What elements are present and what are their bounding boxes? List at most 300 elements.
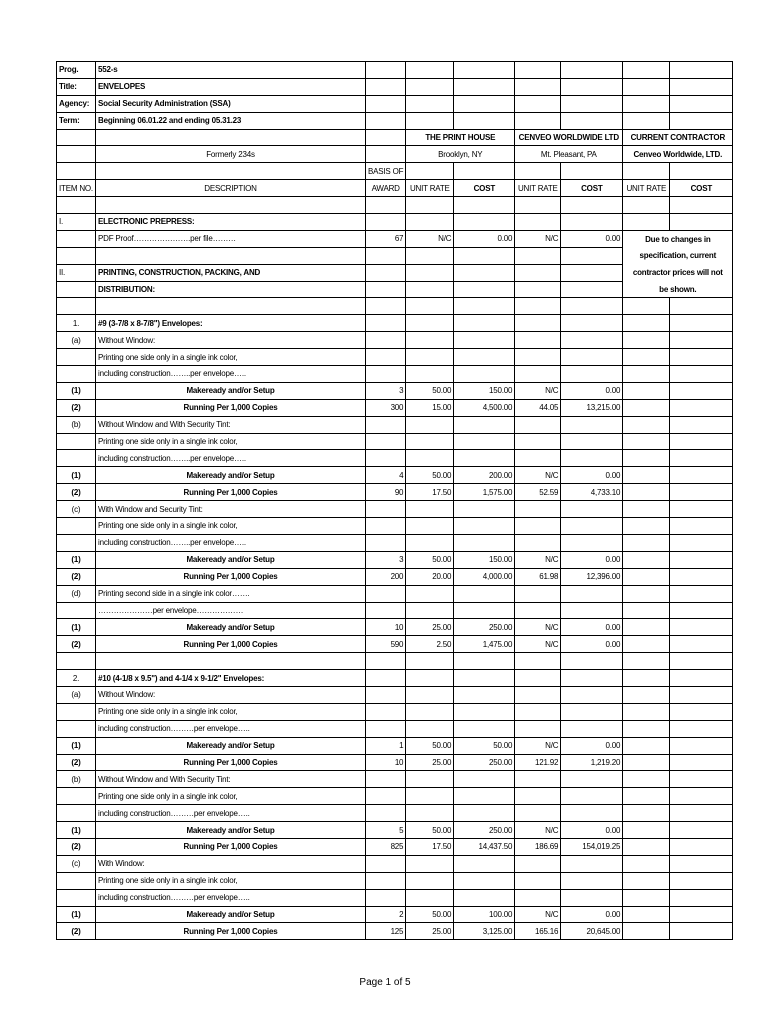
unit-rate-2	[515, 602, 561, 619]
item-description: Running Per 1,000 Copies	[96, 399, 366, 416]
unit-rate-3	[623, 433, 670, 450]
table-row	[57, 382, 733, 399]
cost-1: 150.00	[454, 382, 515, 399]
cost-header-3: COST	[670, 180, 733, 197]
basis-of-award	[366, 416, 406, 433]
item-number: (1)	[57, 619, 96, 636]
unit-rate-1	[406, 349, 454, 366]
item-description: With Window and Security Tint:	[96, 501, 366, 518]
unit-rate-2	[515, 281, 561, 298]
cost-1: 50.00	[454, 737, 515, 754]
contractor-location-3: Cenveo Worldwide, LTD.	[623, 146, 733, 163]
cost-2: 4,733.10	[561, 484, 623, 501]
cost-2	[561, 281, 623, 298]
cost-3	[670, 906, 733, 923]
item-number	[57, 281, 96, 298]
table-row	[57, 636, 733, 653]
unit-rate-2: N/C	[515, 636, 561, 653]
table-row	[57, 551, 733, 568]
cost-1: 14,437.50	[454, 838, 515, 855]
unit-rate-2: N/C	[515, 551, 561, 568]
cost-2	[561, 416, 623, 433]
cost-3	[670, 754, 733, 771]
item-description: Running Per 1,000 Copies	[96, 754, 366, 771]
basis-of-award	[366, 518, 406, 535]
unit-rate-3	[623, 889, 670, 906]
basis-of-award: 10	[366, 754, 406, 771]
unit-rate-header-3: UNIT RATE	[623, 180, 670, 197]
unit-rate-header-2: UNIT RATE	[515, 180, 561, 197]
unit-rate-2: N/C	[515, 467, 561, 484]
cost-2	[561, 720, 623, 737]
basis-of-award	[366, 264, 406, 281]
unit-rate-3	[623, 838, 670, 855]
cost-2	[561, 332, 623, 349]
item-number: (1)	[57, 382, 96, 399]
unit-rate-3	[623, 720, 670, 737]
cost-1	[454, 298, 515, 315]
table-row	[57, 332, 733, 349]
cost-3	[670, 467, 733, 484]
table-row	[57, 298, 733, 315]
basis-of-award	[366, 247, 406, 264]
item-number	[57, 450, 96, 467]
table-row	[57, 484, 733, 501]
unit-rate-3	[623, 788, 670, 805]
cost-2	[561, 855, 623, 872]
cost-2	[561, 349, 623, 366]
item-description: PRINTING, CONSTRUCTION, PACKING, AND	[96, 264, 366, 281]
cost-1	[454, 518, 515, 535]
cost-1	[454, 771, 515, 788]
unit-rate-1	[406, 332, 454, 349]
item-number: (c)	[57, 855, 96, 872]
item-number	[57, 433, 96, 450]
table-row	[57, 585, 733, 602]
item-number	[57, 534, 96, 551]
cost-3	[670, 534, 733, 551]
cost-2	[561, 771, 623, 788]
item-description: Printing one side only in a single ink color,	[96, 349, 366, 366]
cost-2: 12,396.00	[561, 568, 623, 585]
unit-rate-3	[623, 450, 670, 467]
unit-rate-3	[623, 737, 670, 754]
cost-1: 250.00	[454, 754, 515, 771]
item-number	[57, 602, 96, 619]
unit-rate-1	[406, 653, 454, 670]
cost-3	[670, 619, 733, 636]
cost-1: 250.00	[454, 822, 515, 839]
cost-3	[670, 653, 733, 670]
cost-3	[670, 551, 733, 568]
unit-rate-1: 17.50	[406, 484, 454, 501]
item-description: including construction……..per envelope…..	[96, 534, 366, 551]
item-number	[57, 366, 96, 383]
item-description: #9 (3-7/8 x 8-7/8") Envelopes:	[96, 315, 366, 332]
table-row	[57, 315, 733, 332]
unit-rate-1: 50.00	[406, 737, 454, 754]
table-row	[57, 653, 733, 670]
unit-rate-1	[406, 247, 454, 264]
unit-rate-header-1: UNIT RATE	[406, 180, 454, 197]
basis-of-award	[366, 214, 406, 231]
table-row	[57, 467, 733, 484]
cost-2: 0.00	[561, 551, 623, 568]
unit-rate-3	[623, 568, 670, 585]
contractor-name-1: THE PRINT HOUSE	[406, 129, 515, 146]
cost-1	[454, 585, 515, 602]
unit-rate-1	[406, 805, 454, 822]
cost-1	[454, 332, 515, 349]
basis-of-award	[366, 788, 406, 805]
table-row	[57, 703, 733, 720]
table-row	[57, 838, 733, 855]
unit-rate-1	[406, 602, 454, 619]
unit-rate-2	[515, 298, 561, 315]
cost-3	[670, 450, 733, 467]
unit-rate-1	[406, 281, 454, 298]
cost-1	[454, 602, 515, 619]
unit-rate-1: 17.50	[406, 838, 454, 855]
item-number: (2)	[57, 754, 96, 771]
title-label: Title:	[57, 78, 96, 95]
unit-rate-3	[623, 214, 670, 231]
basis-of-award	[366, 855, 406, 872]
item-description: Without Window:	[96, 332, 366, 349]
unit-rate-1	[406, 872, 454, 889]
unit-rate-1: 50.00	[406, 822, 454, 839]
basis-of-award	[366, 332, 406, 349]
item-number: (2)	[57, 568, 96, 585]
table-row	[57, 923, 733, 940]
cost-3	[670, 315, 733, 332]
table-row	[57, 771, 733, 788]
cost-3	[670, 720, 733, 737]
unit-rate-2	[515, 855, 561, 872]
unit-rate-2	[515, 366, 561, 383]
unit-rate-3	[623, 585, 670, 602]
contractor-name-2: CENVEO WORLDWIDE LTD	[515, 129, 623, 146]
unit-rate-2	[515, 686, 561, 703]
item-description: DISTRIBUTION:	[96, 281, 366, 298]
cost-2	[561, 264, 623, 281]
unit-rate-3	[623, 366, 670, 383]
cost-1	[454, 247, 515, 264]
cost-2	[561, 433, 623, 450]
item-description: Printing one side only in a single ink color,	[96, 872, 366, 889]
basis-of-award	[366, 703, 406, 720]
unit-rate-2: N/C	[515, 230, 561, 247]
unit-rate-2	[515, 653, 561, 670]
basis-of-award: 2	[366, 906, 406, 923]
cost-3	[670, 670, 733, 687]
unit-rate-1	[406, 214, 454, 231]
unit-rate-2	[515, 450, 561, 467]
item-description: #10 (4-1/8 x 9.5") and 4-1/4 x 9-1/2" Envelopes:	[96, 670, 366, 687]
cost-3	[670, 433, 733, 450]
unit-rate-1: 25.00	[406, 754, 454, 771]
unit-rate-1	[406, 686, 454, 703]
item-description: Printing one side only in a single ink color,	[96, 703, 366, 720]
unit-rate-3	[623, 855, 670, 872]
item-description: Without Window and With Security Tint:	[96, 771, 366, 788]
item-description: Makeready and/or Setup	[96, 619, 366, 636]
item-number: (2)	[57, 838, 96, 855]
unit-rate-1: 25.00	[406, 923, 454, 940]
unit-rate-3	[623, 771, 670, 788]
item-number: (1)	[57, 467, 96, 484]
cost-3	[670, 602, 733, 619]
cost-3	[670, 214, 733, 231]
item-number	[57, 703, 96, 720]
cost-2	[561, 315, 623, 332]
cost-3	[670, 737, 733, 754]
cost-3	[670, 366, 733, 383]
price-abstract-table	[56, 61, 733, 940]
cost-1	[454, 653, 515, 670]
cost-2: 1,219.20	[561, 754, 623, 771]
term-label: Term:	[57, 112, 96, 129]
unit-rate-1: 20.00	[406, 568, 454, 585]
item-number	[57, 298, 96, 315]
cost-1: 4,000.00	[454, 568, 515, 585]
item-description: …………………per envelope………………	[96, 602, 366, 619]
cost-1	[454, 433, 515, 450]
cost-1: 250.00	[454, 619, 515, 636]
basis-of-award: 125	[366, 923, 406, 940]
unit-rate-1	[406, 433, 454, 450]
item-description: PDF Proof………………….per file………	[96, 230, 366, 247]
table-row	[57, 501, 733, 518]
current-contractor-note: Due to changes in	[623, 230, 733, 247]
basis-of-award	[366, 771, 406, 788]
table-row	[57, 670, 733, 687]
contractor-name-3: CURRENT CONTRACTOR	[623, 129, 733, 146]
cost-1	[454, 720, 515, 737]
unit-rate-3	[623, 399, 670, 416]
cost-2: 0.00	[561, 230, 623, 247]
unit-rate-3	[623, 534, 670, 551]
item-number: (1)	[57, 737, 96, 754]
item-number	[57, 805, 96, 822]
item-number: (b)	[57, 771, 96, 788]
formerly-label: Formerly 234s	[96, 146, 366, 163]
cost-1	[454, 416, 515, 433]
unit-rate-1: 25.00	[406, 619, 454, 636]
unit-rate-1	[406, 450, 454, 467]
unit-rate-1	[406, 720, 454, 737]
cost-2: 0.00	[561, 382, 623, 399]
cost-1	[454, 450, 515, 467]
cost-1: 3,125.00	[454, 923, 515, 940]
table-row	[57, 619, 733, 636]
item-description	[96, 298, 366, 315]
unit-rate-2	[515, 332, 561, 349]
unit-rate-2	[515, 872, 561, 889]
cost-2: 0.00	[561, 737, 623, 754]
contractor-location-2: Mt. Pleasant, PA	[515, 146, 623, 163]
unit-rate-2	[515, 670, 561, 687]
cost-1	[454, 534, 515, 551]
basis-of-award: 300	[366, 399, 406, 416]
cost-1: 100.00	[454, 906, 515, 923]
item-description: including construction………per envelope…..	[96, 889, 366, 906]
unit-rate-3	[623, 349, 670, 366]
cost-3	[670, 416, 733, 433]
item-description: Makeready and/or Setup	[96, 737, 366, 754]
table-row	[57, 518, 733, 535]
item-number	[57, 872, 96, 889]
cost-2	[561, 889, 623, 906]
item-number: (a)	[57, 686, 96, 703]
basis-of-award: 3	[366, 551, 406, 568]
cost-1: 4,500.00	[454, 399, 515, 416]
unit-rate-2: 44.05	[515, 399, 561, 416]
unit-rate-2: N/C	[515, 906, 561, 923]
item-description: Printing one side only in a single ink color,	[96, 788, 366, 805]
cost-2	[561, 686, 623, 703]
item-description: including construction………per envelope…..	[96, 805, 366, 822]
cost-3	[670, 838, 733, 855]
cost-3	[670, 686, 733, 703]
item-description: Makeready and/or Setup	[96, 822, 366, 839]
unit-rate-2	[515, 585, 561, 602]
item-description: including construction……..per envelope…..	[96, 450, 366, 467]
unit-rate-2	[515, 788, 561, 805]
cost-1	[454, 703, 515, 720]
item-number: (1)	[57, 822, 96, 839]
unit-rate-2	[515, 349, 561, 366]
unit-rate-3	[623, 670, 670, 687]
title-value: ENVELOPES	[96, 78, 366, 95]
item-description: including construction……..per envelope…..	[96, 366, 366, 383]
unit-rate-1	[406, 534, 454, 551]
cost-2	[561, 670, 623, 687]
unit-rate-2: N/C	[515, 619, 561, 636]
cost-2: 0.00	[561, 822, 623, 839]
table-row	[57, 754, 733, 771]
unit-rate-1	[406, 670, 454, 687]
unit-rate-3	[623, 382, 670, 399]
unit-rate-2	[515, 720, 561, 737]
item-number: (1)	[57, 906, 96, 923]
item-number: (2)	[57, 484, 96, 501]
unit-rate-2	[515, 805, 561, 822]
cost-3	[670, 484, 733, 501]
unit-rate-2	[515, 501, 561, 518]
unit-rate-1: 15.00	[406, 399, 454, 416]
item-number	[57, 230, 96, 247]
cost-2	[561, 534, 623, 551]
page-number: Page 1 of 5	[359, 977, 411, 988]
cost-3	[670, 585, 733, 602]
prog-value: 552-s	[96, 62, 366, 79]
cost-3	[670, 382, 733, 399]
cost-1	[454, 805, 515, 822]
item-number: (b)	[57, 416, 96, 433]
cost-2	[561, 872, 623, 889]
unit-rate-2	[515, 433, 561, 450]
table-row	[57, 230, 733, 247]
table-row	[57, 366, 733, 383]
cost-3	[670, 332, 733, 349]
table-row	[57, 433, 733, 450]
unit-rate-1	[406, 788, 454, 805]
item-number: (a)	[57, 332, 96, 349]
unit-rate-3	[623, 298, 670, 315]
cost-1: 0.00	[454, 230, 515, 247]
cost-3	[670, 298, 733, 315]
cost-2: 0.00	[561, 636, 623, 653]
item-description: Running Per 1,000 Copies	[96, 636, 366, 653]
basis-of-award: 67	[366, 230, 406, 247]
cost-2	[561, 366, 623, 383]
basis-of-label: BASIS OF	[366, 163, 406, 180]
item-number: (1)	[57, 551, 96, 568]
cost-1	[454, 889, 515, 906]
item-number: (d)	[57, 585, 96, 602]
unit-rate-2	[515, 771, 561, 788]
cost-3	[670, 872, 733, 889]
current-contractor-note: specification, current	[623, 247, 733, 264]
unit-rate-3	[623, 872, 670, 889]
table-row	[57, 788, 733, 805]
cost-1	[454, 788, 515, 805]
agency-label: Agency:	[57, 95, 96, 112]
basis-of-award	[366, 585, 406, 602]
cost-3	[670, 349, 733, 366]
item-description: Running Per 1,000 Copies	[96, 484, 366, 501]
cost-2: 154,019.25	[561, 838, 623, 855]
basis-of-award	[366, 281, 406, 298]
item-description: Printing second side in a single ink color…….	[96, 585, 366, 602]
cost-1	[454, 264, 515, 281]
cost-1	[454, 670, 515, 687]
term-value: Beginning 06.01.22 and ending 05.31.23	[96, 112, 366, 129]
basis-of-award	[366, 450, 406, 467]
item-description: Without Window and With Security Tint:	[96, 416, 366, 433]
item-number	[57, 720, 96, 737]
unit-rate-1	[406, 518, 454, 535]
unit-rate-2	[515, 315, 561, 332]
cost-3	[670, 518, 733, 535]
cost-2	[561, 805, 623, 822]
cost-3	[670, 855, 733, 872]
item-number	[57, 518, 96, 535]
item-description: Without Window:	[96, 686, 366, 703]
cost-2	[561, 450, 623, 467]
unit-rate-1: N/C	[406, 230, 454, 247]
item-description: Printing one side only in a single ink color,	[96, 518, 366, 535]
basis-of-award: 3	[366, 382, 406, 399]
item-number: (c)	[57, 501, 96, 518]
item-description: Makeready and/or Setup	[96, 551, 366, 568]
unit-rate-3	[623, 518, 670, 535]
basis-of-award	[366, 433, 406, 450]
cost-1	[454, 501, 515, 518]
unit-rate-3	[623, 551, 670, 568]
table-row	[57, 686, 733, 703]
cost-3	[670, 568, 733, 585]
basis-of-award: 1	[366, 737, 406, 754]
cost-1: 1,575.00	[454, 484, 515, 501]
item-number: II.	[57, 264, 96, 281]
cost-2	[561, 653, 623, 670]
item-description: Printing one side only in a single ink color,	[96, 433, 366, 450]
basis-of-award: 200	[366, 568, 406, 585]
unit-rate-2	[515, 889, 561, 906]
prog-label: Prog.	[57, 62, 96, 79]
